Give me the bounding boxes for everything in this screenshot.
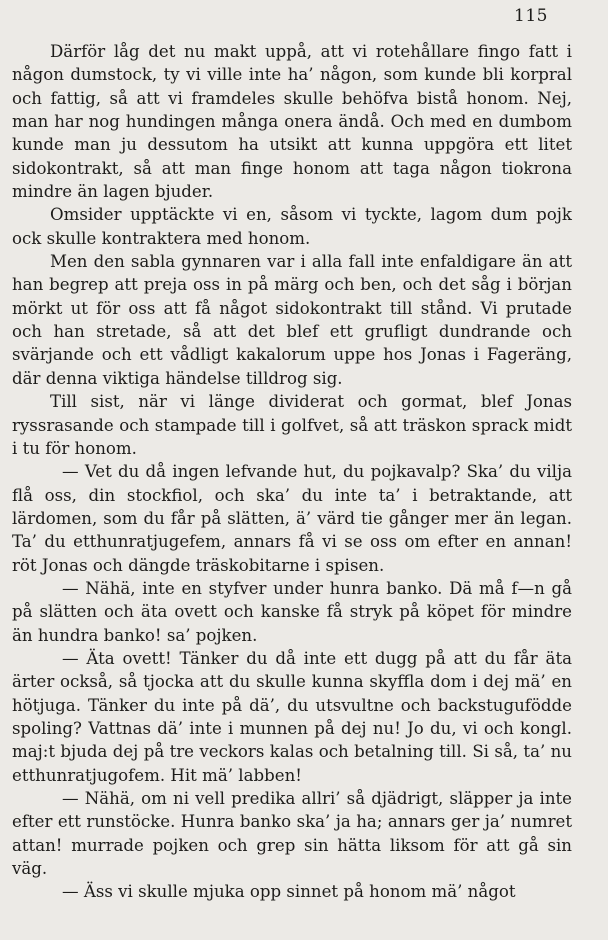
paragraph: Men den sabla gynnaren var i alla fall inte enfaldigare än att han begrep att preja oss in på märg och ben, och det såg i början mörkt ut för oss att få något sidokontrakt till stånd. Vi prutade och han stretade, så att det blef ett grufligt dundrande och svärjande och ett vådligt kakalorum uppe hos Jonas i Fageräng, där denna viktiga händelse tilldrog sig. <box>12 252 572 388</box>
paragraph: Till sist, när vi länge dividerat och gormat, blef Jonas ryssrasande och stampade till i golfvet, så att träskon sprack midt i tu för honom. <box>12 392 572 458</box>
dialogue-paragraph: — Nähä, om ni vell predika allri’ så djädrigt, släpper ja inte efter ett runstöcke. Hunra banko ska’ ja ha; annars ger ja’ numret attan! murrade pojken och grep sin hätta liksom för att gå sin väg. <box>12 789 572 879</box>
page-number: 115 <box>514 6 548 26</box>
dialogue-paragraph: — Äss vi skulle mjuka opp sinnet på honom mä’ något <box>62 882 516 902</box>
body-text <box>12 40 572 904</box>
dialogue-paragraph: — Vet du då ingen lefvande hut, du pojkavalp? Ska’ du vilja flå oss, din stockfiol, och ska’ du inte ta’ i betraktande, att lärdomen, som du får på slätten, ä’ värd tie gånger mer än legan. Ta’ du etthunratjugefem, annars få vi se oss om efter en annan! röt Jonas och dängde träskobitarne i spisen. <box>12 462 572 575</box>
dialogue-paragraph: — Nähä, inte en styfver under hunra banko. Dä må f—n gå på slätten och äta ovett och kanske få stryk på köpet för mindre än hundra banko! sa’ pojken. <box>12 578 572 645</box>
paragraph: Omsider upptäckte vi en, såsom vi tyckte, lagom dum pojk ock skulle kontraktera med honom. <box>12 205 572 248</box>
paragraph: Därför låg det nu makt uppå, att vi rotehållare fingo fatt i någon dumstock, ty vi ville inte ha’ någon, som kunde bli korpral och fattig, så att vi framdeles skulle behöfva bistå honom. Nej, man har nog hundingen många onera ändå. Och med en dumbom kunde man ju dessutom ha utsikt att kunna uppgöra ett litet sidokontrakt, så att man finge honom att taga någon tiokrona mindre än lagen bjuder. <box>12 42 572 202</box>
dialogue-paragraph: — Äta ovett! Tänker du då inte ett dugg på att du får äta ärter också, så tjocka att du skulle kunna skyffla dom i dej mä’ en hötjuga. Tänker du inte på dä’, du utsvultne och backstugufödde spoling? Vattnas dä’ inte i munnen på dej nu! Jo du, vi och kongl. maj:t bjuda dej på tre veckors kalas och betalning till. Si så, ta’ nu etthunratjugofem. Hit mä’ labben! <box>12 648 572 785</box>
